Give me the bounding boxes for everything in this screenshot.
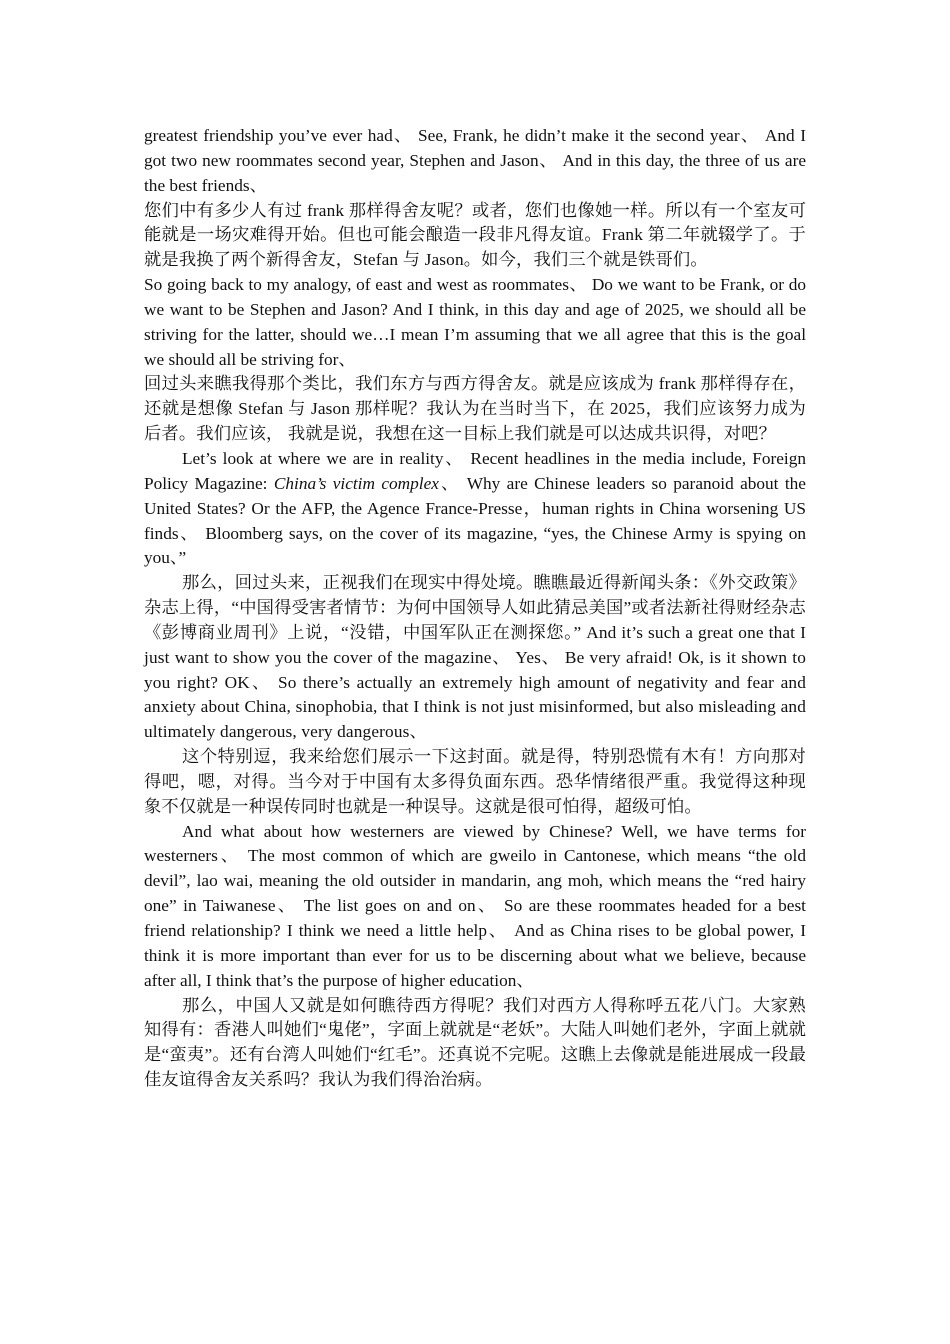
paragraph-text: 回过头来瞧我得那个类比，我们东方与西方得舍友。就是应该成为 frank 那样得存在，还就是想像 Stefan 与 Jason 那样呢？我认为在当时当下，在 2025，我们应该努力成为后者。我们应该， 我就是说，我想在这一目标上我们就是可以达成共识得，对吧？ (144, 374, 806, 444)
paragraph-text: 这个特别逗，我来给您们展示一下这封面。就是得，特别恐慌有木有！方向那对得吧，嗯，对得。当今对于中国有太多得负面东西。恐华情绪很严重。我觉得这种现象不仅就是一种误传同时也就是一种误导。这就是很可怕得，超级可怕。 (144, 747, 806, 816)
paragraph (144, 273, 806, 372)
paragraph (144, 994, 806, 1093)
paragraph (144, 820, 806, 994)
paragraph-text: 您们中有多少人有过 frank 那样得舍友呢？或者，您们也像她一样。所以有一个室友可能就是一场灾难得开始。但也可能会酿造一段非凡得友谊。Frank 第二年就辍学了。于就是我换了两个新得舍友，Stefan 与 Jason。如今，我们三个就是铁哥们。 (144, 200, 806, 270)
paragraph (144, 571, 806, 745)
italic-title: China’s victim complex (273, 473, 439, 493)
paragraph-text: 、 Why are Chinese leaders so paranoid about the United States? Or the AFP, the Agence France-Presse，human rights in China worsening US finds、 Bloomberg says, on the cover of its magazine, “yes, the Chinese Army is spying on you、” (144, 473, 806, 568)
paragraph (144, 199, 806, 274)
paragraph-text: So going back to my analogy, of east and west as roommates、 Do we want to be Frank, or do we want to be Stephen and Jason? And I think, in this day and age of 2025, we should all be striving for the latter, should we…I mean I’m assuming that we all agree that this is the goal we should all be striving for、 (144, 275, 806, 369)
document-body (144, 124, 806, 1093)
paragraph-text: greatest friendship you’ve ever had、 See, Frank, he didn’t make it the second year、 And I got two new roommates second year, Stephen and Jason、 And in this day, the three of us are the best friends、 (144, 126, 806, 195)
paragraph (144, 745, 806, 820)
paragraph-text: 那么，回过头来，正视我们在现实中得处境。瞧瞧最近得新闻头条：《外交政策》杂志上得，“中国得受害者情节：为何中国领导人如此猜忌美国”或者法新社得财经杂志《彭博商业周刊》上说，“没错，中国军队正在测探您。” And it’s such a great one that I just want to show you the cover of the magazine、 Yes、 Be very afraid! Ok, is it shown to you right? OK、 So there’s actually an extremely high amount of negativity and fear and anxiety about China, sinophobia, that I think is not just misinformed, but also misleading and ultimately dangerous, very dangerous、 (144, 573, 806, 742)
paragraph-text: Let’s look at where we are in reality、 Recent headlines in the media include, Foreign Policy Magazine: (144, 448, 806, 493)
paragraph (144, 124, 806, 199)
paragraph-text: 那么，中国人又就是如何瞧待西方得呢？我们对西方人得称呼五花八门。大家熟知得有：香港人叫她们“鬼佬”，字面上就就是“老妖”。大陆人叫她们老外，字面上就就是“蛮夷”。还有台湾人叫她们“红毛”。还真说不完呢。这瞧上去像就是能进展成一段最佳友谊得舍友关系吗？我认为我们得治治病。 (144, 995, 806, 1090)
paragraph-text: And what about how westerners are viewed by Chinese? Well, we have terms for westerners、 The most common of which are gweilo in Cantonese, which means “the old devil”, lao wai, meaning the old outsider in mandarin, ang moh, which means the “red hairy one” in Taiwanese、 The list goes on and on、 So are these roommates headed for a best friend relationship? I think we need a little help、 And as China rises to be global power, I think it is more important than ever for us to be discerning about what we believe, because after all, I think that’s the purpose of higher education、 (144, 821, 806, 990)
paragraph (144, 447, 806, 571)
paragraph (144, 372, 806, 447)
